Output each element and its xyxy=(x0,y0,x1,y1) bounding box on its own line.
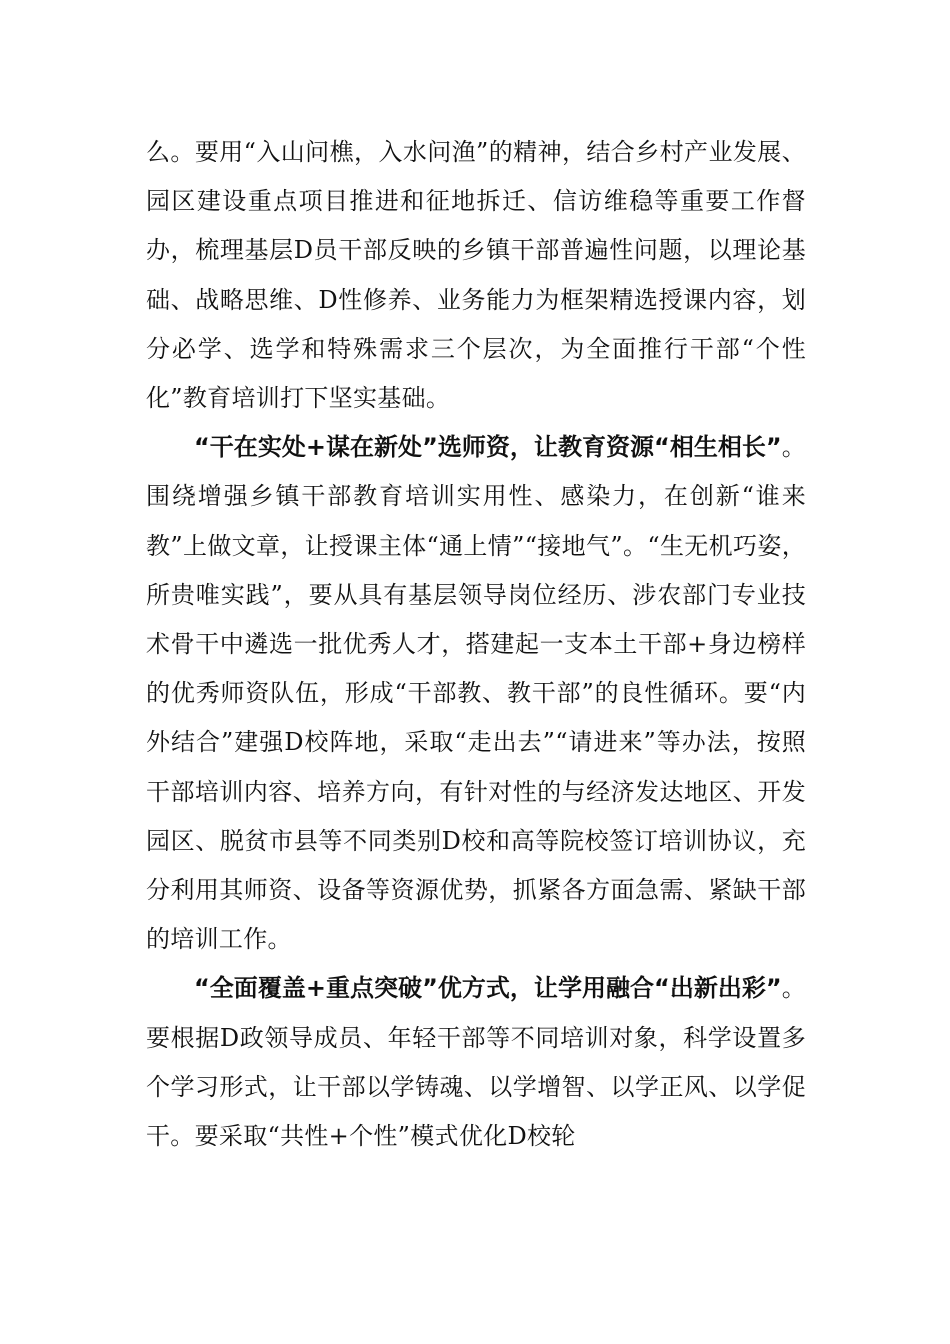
paragraph-text: 么。要用“入山问樵，入水问渔”的精神，结合乡村产业发展、园区建设重点项目推进和征地拆迁、信访维稳等重要工作督办，梳理基层D员干部反映的乡镇干部普遍性问题，以理论基础、战略思维、D性修养、业务能力为框架精选授课内容，划分必学、选学和特殊需求三个层次，为全面推行干部“个性化”教育培训打下坚实基础。 xyxy=(146,138,806,413)
paragraph-continuation xyxy=(146,128,806,423)
paragraph-heading: “干在实处+谋在新处”选师资，让教育资源“相生相长” xyxy=(194,433,782,462)
document-page xyxy=(146,128,806,1161)
paragraph-teachers xyxy=(146,423,806,964)
paragraph-methods xyxy=(146,964,806,1161)
paragraph-text: 。要根据D政领导成员、年轻干部等不同培训对象，科学设置多个学习形式，让干部以学铸魂、以学增智、以学正风、以学促干。要采取“共性+个性”模式优化D校轮 xyxy=(146,974,806,1151)
paragraph-heading: “全面覆盖+重点突破”优方式，让学用融合“出新出彩” xyxy=(194,974,782,1003)
paragraph-text: 。围绕增强乡镇干部教育培训实用性、感染力，在创新“谁来教”上做文章，让授课主体“通上情”“接地气”。“生无机巧姿，所贵唯实践”，要从具有基层领导岗位经历、涉农部门专业技术骨干中遴选一批优秀人才，搭建起一支本土干部+身边榜样的优秀师资队伍，形成“干部教、教干部”的良性循环。要“内外结合”建强D校阵地，采取“走出去”“请进来”等办法，按照干部培训内容、培养方向，有针对性的与经济发达地区、开发园区、脱贫市县等不同类别D校和高等院校签订培训协议，充分利用其师资、设备等资源优势，抓紧各方面急需、紧缺干部的培训工作。 xyxy=(146,433,806,954)
